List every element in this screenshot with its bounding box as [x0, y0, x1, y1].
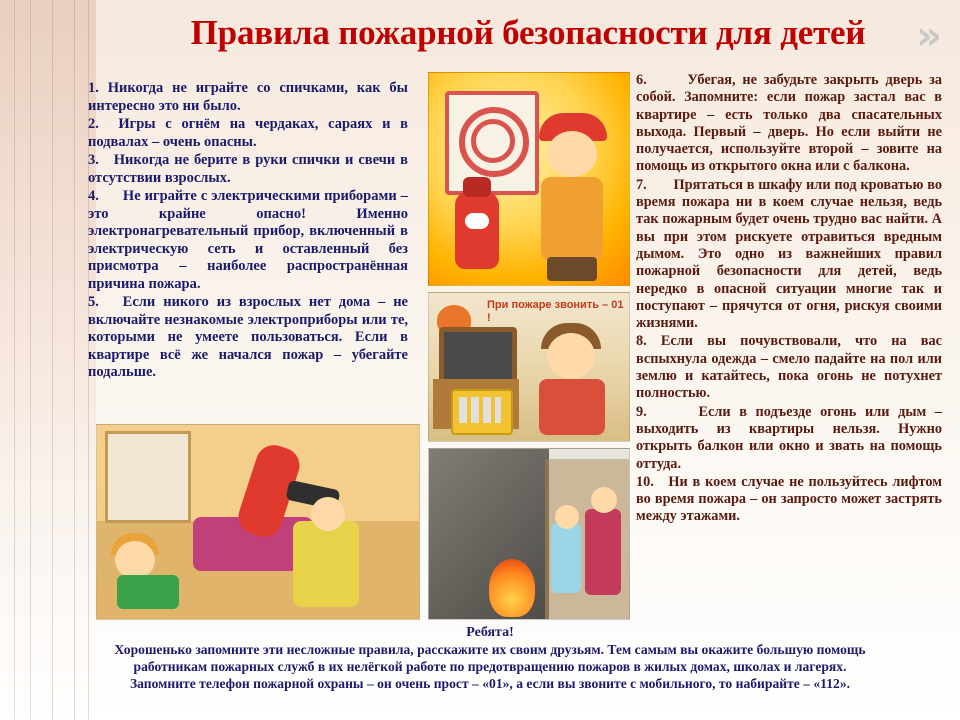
chevron-right-icon: » [916, 13, 942, 59]
image-children-in-smoke [428, 448, 630, 620]
rule-item: 7. Прятаться в шкафу или под кроватью во время пожара ни в коем случае нельзя, ведь так пожарным будет очень трудно вас найти. А вы при этом рискуете отравиться вредным дымом. Это одно из важнейших правил пожарной безопасности для детей, ведь нередко в опасной ситуации многие так и поступают – прячутся от огня, рискуя своими жизнями. [636, 176, 942, 332]
rule-item: 5. Если никого из взрослых нет дома – не включайте незнакомые электроприборы или те, которыми не умеете пользоваться. Если в квартире всё же начался пожар – убегайте подальше. [88, 294, 408, 380]
rule-item: 1. Никогда не играйте со спичками, как бы интересно это ни было. [88, 80, 408, 114]
footer-title: Ребята! [466, 625, 514, 640]
page-title: Правила пожарной безопасности для детей [190, 13, 866, 52]
rule-item: 2. Игры с огнём на чердаках, сараях и в подвалах – очень опасны. [88, 116, 408, 150]
right-rules-column [636, 72, 942, 527]
left-rules-column [88, 80, 408, 383]
footer-line: работникам пожарных служб в их нелёгкой работе по предотвращению пожаров в жилых домах, школах и лагерях. [133, 659, 847, 674]
image-caption: При пожаре звонить – 01 ! [487, 299, 624, 324]
footer-line: Хорошенько запомните эти несложные правила, расскажите их своим друзьям. Тем самым вы окажите большую помощь [114, 642, 866, 657]
rule-item: 8. Если вы почувствовали, что на вас вспыхнула одежда – смело падайте на пол или землю и катайтесь, пока огонь не потухнет полностью. [636, 333, 942, 402]
footer-line: Запомните телефон пожарной охраны – он очень прост – «01», а если вы звоните с мобильного, то набирайте – «112». [129, 676, 851, 691]
decorative-left-band [0, 0, 96, 720]
title-block [96, 10, 960, 66]
image-boy-calling-fire-service [428, 292, 630, 442]
image-fireman-with-hose [96, 424, 420, 620]
rule-item: 3. Никогда не берите в руки спички и свечи в отсутствии взрослых. [88, 152, 408, 186]
footer-block [60, 624, 920, 692]
rule-item: 4. Не играйте с электрическими приборами – это крайне опасно! Именно электронагревательный прибор, включенный в электрическую сеть и оставленный без присмотра – наиболее распространённая причина пожара. [88, 188, 408, 292]
rule-item: 9. Если в подъезде огонь или дым – выходить из квартиры нельзя. Нужно открыть балкон или окно и звать на помощь оттуда. [636, 403, 942, 472]
rule-item: 6. Убегая, не забудьте закрыть дверь за собой. Запомните: если пожар застал вас в квартире – есть только два спасательных выхода. Первый – дверь. Но если выйти не получается, используйте второй – зовите на помощь из открытого окна или с балкона. [636, 72, 942, 175]
image-boy-with-fire-extinguisher [428, 72, 630, 286]
rule-item: 10. Ни в коем случае не пользуйтесь лифтом во время пожара – он запросто может застрять между этажами. [636, 473, 942, 525]
